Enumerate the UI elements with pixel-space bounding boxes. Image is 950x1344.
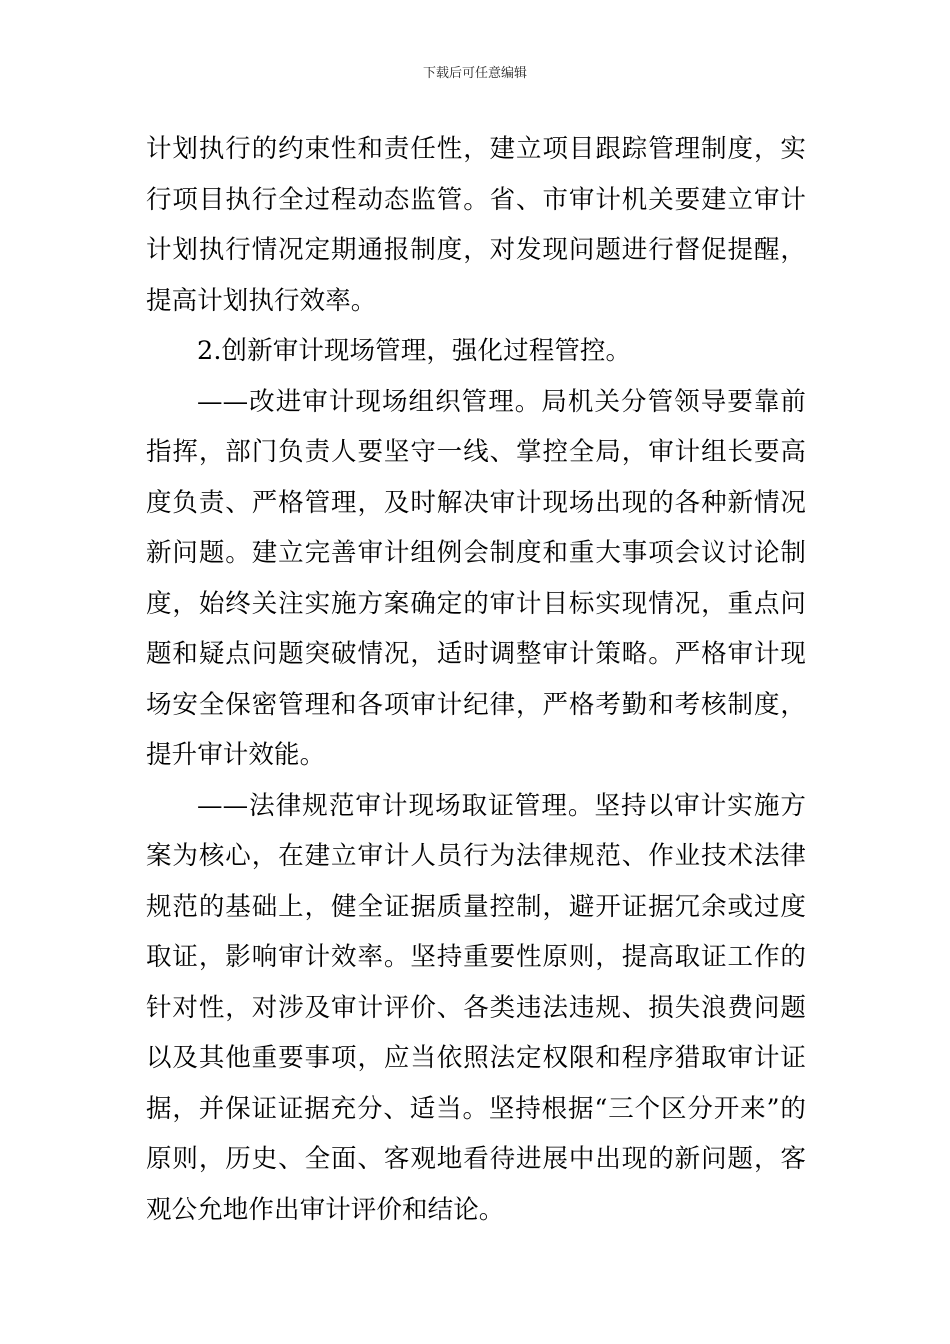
paragraph-plan-execution: 计划执行的约束性和责任性，建立项目跟踪管理制度，实行项目执行全过程动态监管。省、市审计机关要建立审计计划执行情况定期通报制度，对发现问题进行督促提醒，提高计划执行效率。 bbox=[146, 134, 806, 316]
document-body bbox=[146, 124, 806, 1235]
paragraph-evidence-management: ——法律规范审计现场取证管理。坚持以审计实施方案为核心，在建立审计人员行为法律规范、作业技术法律规范的基础上，健全证据质量控制，避开证据冗余或过度取证，影响审计效率。坚持重要性原则，提高取证工作的针对性，对涉及审计评价、各类违法违规、损失浪费问题以及其他重要事项，应当依照法定权限和程序猎取审计证据，并保证证据充分、适当。坚持根据“三个区分开来”的原则，历史、全面、客观地看待进展中出现的新问题，客观公允地作出审计评价和结论。 bbox=[146, 790, 806, 1225]
paragraph-site-organization: ——改进审计现场组织管理。局机关分管领导要靠前指挥，部门负责人要坚守一线、掌控全局，审计组长要高度负责、严格管理，及时解决审计现场出现的各种新情况新问题。建立完善审计组例会制度和重大事项会议讨论制度，始终关注实施方案确定的审计目标实现情况，重点问题和疑点问题突破情况，适时调整审计策略。严格审计现场安全保密管理和各项审计纪律，严格考勤和考核制度，提升审计效能。 bbox=[146, 386, 806, 770]
section-heading-site-management: 2.创新审计现场管理，强化过程管控。 bbox=[197, 336, 632, 366]
page-header: 下载后可任意编辑 bbox=[422, 66, 527, 81]
